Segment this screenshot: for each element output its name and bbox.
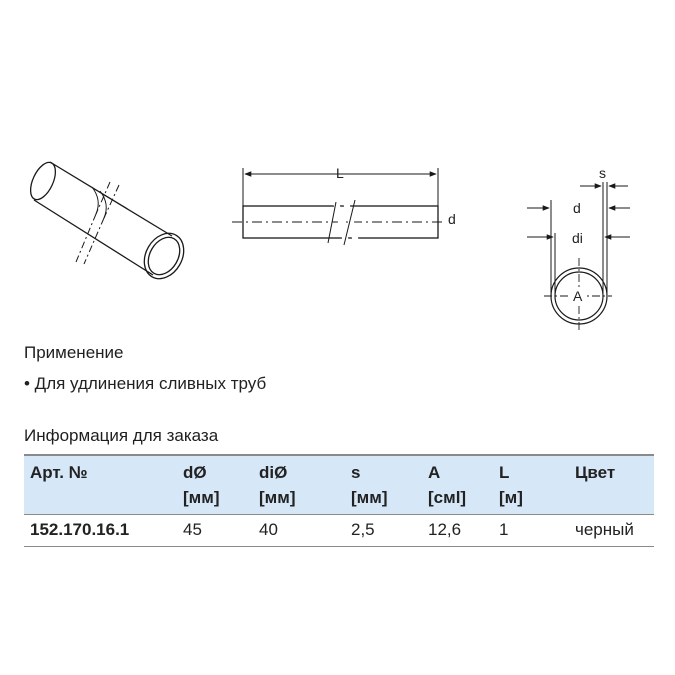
inner-diameter-label: di [572,230,583,246]
column-header-outer-diameter [177,455,253,515]
column-name: A [428,463,441,482]
order-table [24,454,654,547]
column-header-inner-diameter [253,455,345,515]
inner-diameter-cell: 40 [253,515,345,547]
length-label: L [336,165,344,181]
length-cell: 1 [493,515,569,547]
article-number-cell: 152.170.16.1 [24,515,177,547]
column-name: s [351,463,361,482]
side-diameter-label: d [448,211,456,227]
table-header-row [24,455,654,515]
usage-heading: Применение [24,343,124,362]
column-name: Арт. № [30,463,88,482]
column-name: diØ [259,463,288,482]
column-unit: [смl] [428,488,467,507]
column-name: L [499,463,510,482]
column-unit: [мм] [183,488,220,507]
wall-thickness-cell: 2,5 [345,515,422,547]
column-name: dØ [183,463,207,482]
table-row [24,515,654,547]
pipe-perspective-illustration [25,159,191,286]
outer-diameter-label: d [573,200,581,216]
column-header-area [422,455,493,515]
color-cell: черный [569,515,654,547]
column-header-article [24,455,177,515]
column-unit: [м] [499,488,523,507]
column-unit: [мм] [351,488,388,507]
column-unit: [мм] [259,488,296,507]
column-header-color [569,455,654,515]
column-header-length [493,455,569,515]
wall-thickness-label: s [599,165,606,181]
usage-item: • Для удлинения сливных труб [24,374,267,393]
order-info-heading: Информация для заказа [24,426,219,445]
column-header-wall-thickness [345,455,422,515]
cross-section-area-label: A [573,288,583,304]
area-cell: 12,6 [422,515,493,547]
column-name: Цвет [575,463,616,482]
outer-diameter-cell: 45 [177,515,253,547]
